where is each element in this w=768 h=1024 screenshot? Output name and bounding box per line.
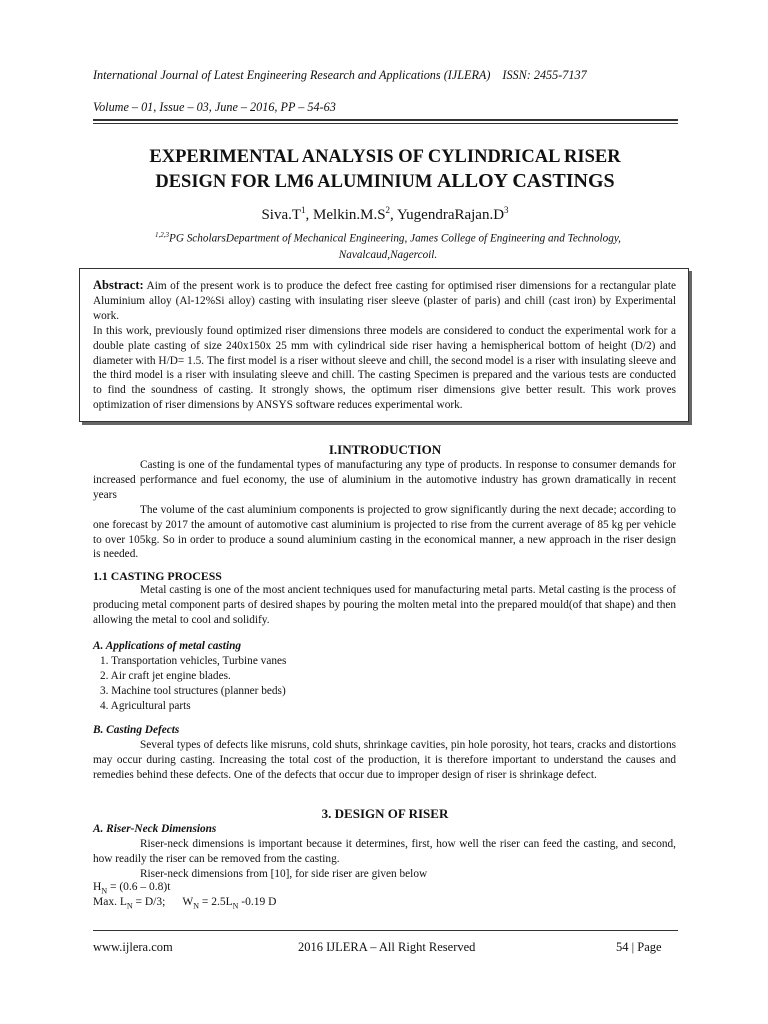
casting-process-para: Metal casting is one of the most ancient techniques used for manufacturing metal parts. Metal casting is the process of producing metal component parts of desired shapes by pouring the molten metal into the prepared mould(of that shape) and then allowing the metal to cool and solidify. [93,584,676,626]
list-item: 2. Air craft jet engine blades. [100,669,231,682]
affiliation [93,227,683,263]
footer-rule [93,930,678,931]
footer-copyright: 2016 IJLERA – All Right Reserved [298,940,476,954]
abstract [93,278,676,413]
formula-ln-sub: N [126,901,133,911]
title-line-1: EXPERIMENTAL ANALYSIS OF CYLINDRICAL RISER [149,147,621,167]
design-para-2: Riser-neck dimensions from [10], for side riser are given below [140,867,428,880]
defects-heading: B. Casting Defects [93,724,180,736]
intro-body [93,458,676,562]
design-para-1: Riser-neck dimensions is important because it determines, first, how well the riser can feed the casting, and second, how readily the riser can be removed from the casting. [93,838,676,865]
volume-line: Volume – 01, Issue – 03, June – 2016, PP – 54-63 [93,100,336,114]
title-line-2a: DESIGN FOR LM6 ALUMINIUM [155,172,437,192]
intro-para-1: Casting is one of the fundamental types of manufacturing any type of products. In response to consumer demands for increased performance and fuel economy, the use of aluminium in the automotive industry has grown dramatically in recent years [93,459,676,501]
formula-hn-sub: N [101,886,108,896]
defects-body [93,738,676,783]
footer-site: www.ijlera.com [93,940,173,954]
abstract-text-1: Aim of the present work is to produce the defect free casting for optimised riser dimensions for a rectangular plate Aluminium alloy (Al-12%Si alloy) casting with insulating riser sleeve (plaster of paris) and chill (cast iron) by Experimental work. [93,280,676,322]
formula-wn-var: = D/3; W [132,896,194,908]
list-item: 3. Machine tool structures (planner beds) [100,684,286,697]
intro-para-2: The volume of the cast aluminium components is projected to grow significantly during the next decade; according to one forecast by 2017 the amount of automotive cast aluminium is projected to rise from the current average of 85 kg per vehicle to over 105kg. So in order to produce a sound aluminium casting in the economical manner, a new approach in the riser design is needed. [93,503,676,561]
abstract-para-1 [93,278,676,324]
list-item: 4. Agricultural parts [100,699,191,712]
riser-neck-heading: A. Riser-Neck Dimensions [93,823,217,835]
title-line-2 [90,169,680,194]
author-1: Siva.T [261,207,302,223]
issn: ISSN: 2455-7137 [502,68,587,82]
author-3-sup: 3 [504,205,509,215]
formula-wn-tail: -0.19 D [238,896,277,908]
design-body [93,837,676,882]
formula-hn [93,881,170,895]
formula-ln-wn [93,896,276,910]
formula-wn-ln-sub: N [232,901,239,911]
author-1-sup: 1 [301,205,306,215]
applications-list [100,654,286,714]
author-2-sup: 2 [385,205,391,215]
affiliation-sup: 1,2,3 [155,231,169,239]
section-heading-casting-process: 1.1 CASTING PROCESS [93,569,222,583]
affiliation-line-2: Navalcaud,Nagercoil. [338,248,438,261]
applications-heading: A. Applications of metal casting [93,640,242,652]
formula-ln-var: Max. L [93,896,127,908]
defects-para: Several types of defects like misruns, cold shuts, shrinkage cavities, pin hole porosity, hot tears, cracks and distortions may occur during casting. Increasing the total cost of the production, it is therefore important to understand the causes and remedies behind these defects. One of the defects that occur due to improper design of riser is shrinkage defect. [93,739,676,781]
abstract-label: Abstract: [93,278,144,292]
formula-hn-var: H [93,881,102,893]
list-item: 1. Transportation vehicles, Turbine vanes [100,655,287,667]
title-line-2b: ALLOY CASTINGS [436,170,615,192]
abstract-para-2: In this work, previously found optimized riser dimensions three models are considered to conduct the experimental work for a double plate casting of size 240x150x 25 mm with cylindrical side riser having a hemispherical bottom of height (D/2) and diameter with H/D= 1.5. The first model is a riser without sleeve and chill, the second model is a riser with insulating sleeve and the third model is a riser with insulating sleeve and chill. The casting Specimen is prepared and the various tests are conducted to find the soundness of casting. It strongly shows, the optimum riser dimensions give better result. This work proves optimization of riser dimensions by ANSYS software reduces experimental work. [93,324,676,412]
journal-header [93,68,693,83]
formula-wn-expr: = 2.5L [199,896,233,908]
section-heading-introduction: I.INTRODUCTION [328,442,442,457]
affiliation-text-1: PG ScholarsDepartment of Mechanical Engineering, James College of Engineering and Technology, [169,232,621,245]
formula-hn-expr: = (0.6 – 0.8)t [107,881,171,893]
author-3: , YugendraRajan.D [390,207,505,223]
section-heading-design: 3. DESIGN OF RISER [321,806,449,821]
footer-page-number: 54 | Page [616,940,662,954]
affiliation-line-1 [93,227,683,247]
authors [90,205,680,224]
journal-name: International Journal of Latest Engineering Research and Applications (IJLERA) [93,68,491,82]
paper-title [90,145,680,194]
header-rule [93,119,678,124]
casting-process-body [93,583,676,628]
formula-wn-sub: N [193,901,199,911]
author-2: , Melkin.M.S [305,207,386,223]
